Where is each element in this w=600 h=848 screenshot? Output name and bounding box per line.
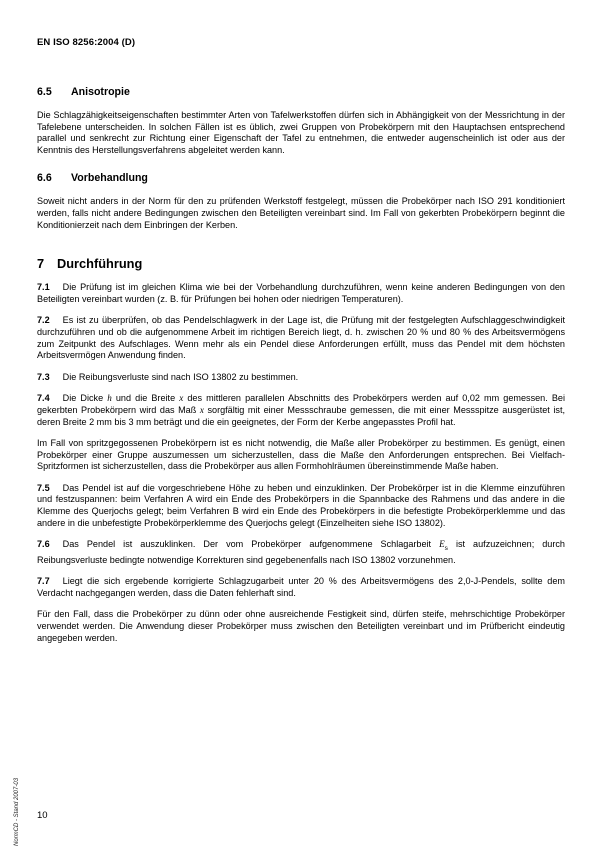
clause-7-6 xyxy=(37,539,565,566)
clause-7-2 xyxy=(37,315,565,361)
page-number: 10 xyxy=(37,810,48,821)
clause-7-7 xyxy=(37,576,565,599)
section-6-5-text: Die Schlagzähigkeitseigenschaften bestimmter Arten von Tafelwerkstoffen dürfen sich in Abhängigkeit von der Messrichtung in der Tafelebene unterscheiden. In solchen Fällen ist es üblich, zwei Gruppen von Probekörpern mit den Hauptachsen entsprechend parallel und senkrecht zur Richtung einer Eigenschaft der Tafel zu entnehmen, die entweder augenscheinlich ist oder aus der Kenntnis des Herstellungsverfahrens abgeleitet werden kann. xyxy=(37,110,565,155)
document-body xyxy=(37,86,565,644)
section-7-heading xyxy=(37,256,565,271)
symbol-subscript: s xyxy=(444,545,448,553)
symbol-x: x xyxy=(199,404,204,415)
section-title: Anisotropie xyxy=(71,86,130,98)
side-note xyxy=(14,777,22,846)
clause-text: und die Breite xyxy=(111,393,180,404)
clause-7-1 xyxy=(37,282,565,305)
clause-text: sorgfältig mit einer Messschraube gemessen, die mit einer Messspitze ausgerüstet ist, deren Breite 2 mm bis 3 mm beträgt und die ein geeignetes, der Form der Kerbe angepasstes Profil hat. xyxy=(37,404,565,427)
symbol-h: h xyxy=(107,393,112,404)
section-number: 6.6 xyxy=(37,172,52,185)
clause-7-4-paragraph-2: Im Fall von spritzgegossenen Probekörpern ist es nicht notwendig, die Maße aller Probekörper zu bestimmen. Es genügt, einen Probekörper einer Gruppe auszumessen um sicherzustellen, dass die Maße den Anforderungen entsprechen. Bei Vielfach-Spritzformen ist sicherzustellen, dass die Probekörper aus allen Formhohlräumen übereinstimmende Maße haben. xyxy=(37,438,565,472)
section-title: Vorbehandlung xyxy=(71,172,148,185)
clause-7-5 xyxy=(37,483,565,529)
clause-text: Die Dicke xyxy=(62,393,108,404)
standard-header: EN ISO 8256:2004 (D) xyxy=(37,37,136,48)
clause-text: Das Pendel ist auf die vorgeschriebene Höhe zu heben und einzuklinken. Der Probekörper ist in die Klemme einzuführen und festzuspannen: beim Verfahren A wird ein Ende des Probekörpers in die Spannbacke des Rahmens und das andere in die Klemme des Querjochs gelegt; beim Verfahren B wird ein Ende des Probekörpers in die befestigte Probekörperklemme und das andere in die unbefestigte Probekörperklemme des Querjochs gelegt (Einzelheiten siehe ISO 13802). xyxy=(37,482,565,528)
clause-7-7-paragraph-2: Für den Fall, dass die Probekörper zu dünn oder ohne ausreichende Festigkeit sind, dürfen steife, mehrschichtige Probekörper verwendet werden. Die Anwendung dieser Probekörper muss zwischen den Beteiligten vereinbart und im Prüfbericht eindeutig angegeben werden. xyxy=(37,609,565,643)
symbol-energy: E xyxy=(439,539,445,550)
clause-text: Das Pendel ist auszuklinken. Der vom Probekörper aufgenommene Schlagarbeit xyxy=(62,539,440,550)
clause-number: 7.7 xyxy=(37,576,50,587)
section-number: 6.5 xyxy=(37,86,52,98)
symbol-x: x xyxy=(179,393,184,404)
clause-text: ist aufzuzeichnen; durch Reibungsverluste bedingte notwendige Korrekturen sind gegebenenfalls nach ISO 13802 vorzunehmen. xyxy=(37,539,565,565)
clause-text: Die Reibungsverluste sind nach ISO 13802 zu bestimmen. xyxy=(62,371,299,382)
clause-7-4 xyxy=(37,393,565,428)
clause-text: des mittleren parallelen Abschnitts des Probekörpers werden auf 0,02 mm gemessen. Bei gekerbten Probekörpern wird das Maß xyxy=(37,393,565,415)
section-6-6-text: Soweit nicht anders in der Norm für den zu prüfenden Werkstoff festgelegt, müssen die Probekörper nach ISO 291 konditioniert werden, falls nicht andere Bedingungen zwischen den Beteiligten vereinbart sind. Im Fall von gekerbten Probekörpern beginnt die Konditionierzeit nach dem Einbringen der Kerben. xyxy=(37,196,565,230)
clause-7-3 xyxy=(37,372,565,384)
clause-text: Liegt die sich ergebende korrigierte Schlagzugarbeit unter 20 % des Arbeitsvermögens des 2,0-J-Pendels, sollte dem Verdacht nachgegangen werden, dass die Daten fehlerhaft sind. xyxy=(37,576,565,598)
clause-number: 7.6 xyxy=(37,539,50,550)
clause-number: 7.4 xyxy=(37,393,50,404)
clause-text: Die Prüfung ist im gleichen Klima wie bei der Vorbehandlung durchzuführen, wenn keine anderen Bedingungen von den Beteiligten vereinbart wurden (z. B. für Prüfungen bei hohen oder niedrigen Temperaturen). xyxy=(37,282,565,304)
section-6-5-heading xyxy=(37,86,565,99)
clause-number: 7.2 xyxy=(37,315,50,326)
clause-number: 7.3 xyxy=(37,371,50,382)
clause-text: Es ist zu überprüfen, ob das Pendelschlagwerk in der Lage ist, die Prüfung mit der festgelegten Aufschlaggeschwindigkeit durchzuführen und ob die aufgenommene Arbeit im richtigen Bereich liegt, d. h. zwischen 20 % und 80 % des Arbeitsvermögens zum Zeitpunkt des Aufschlages. Wenn mehr als ein Pendel diese Anforderungen erfüllt, muss das Pendel mit dem höchsten Arbeitsvermögen Anwendung finden. xyxy=(37,315,565,361)
side-note-text: NormCD - Stand 2007-03 xyxy=(14,777,20,846)
clause-number: 7.1 xyxy=(37,282,50,293)
section-number: 7 xyxy=(37,256,45,272)
section-title: Durchführung xyxy=(57,256,143,272)
section-6-6-heading xyxy=(37,172,565,185)
clause-number: 7.5 xyxy=(37,482,50,493)
